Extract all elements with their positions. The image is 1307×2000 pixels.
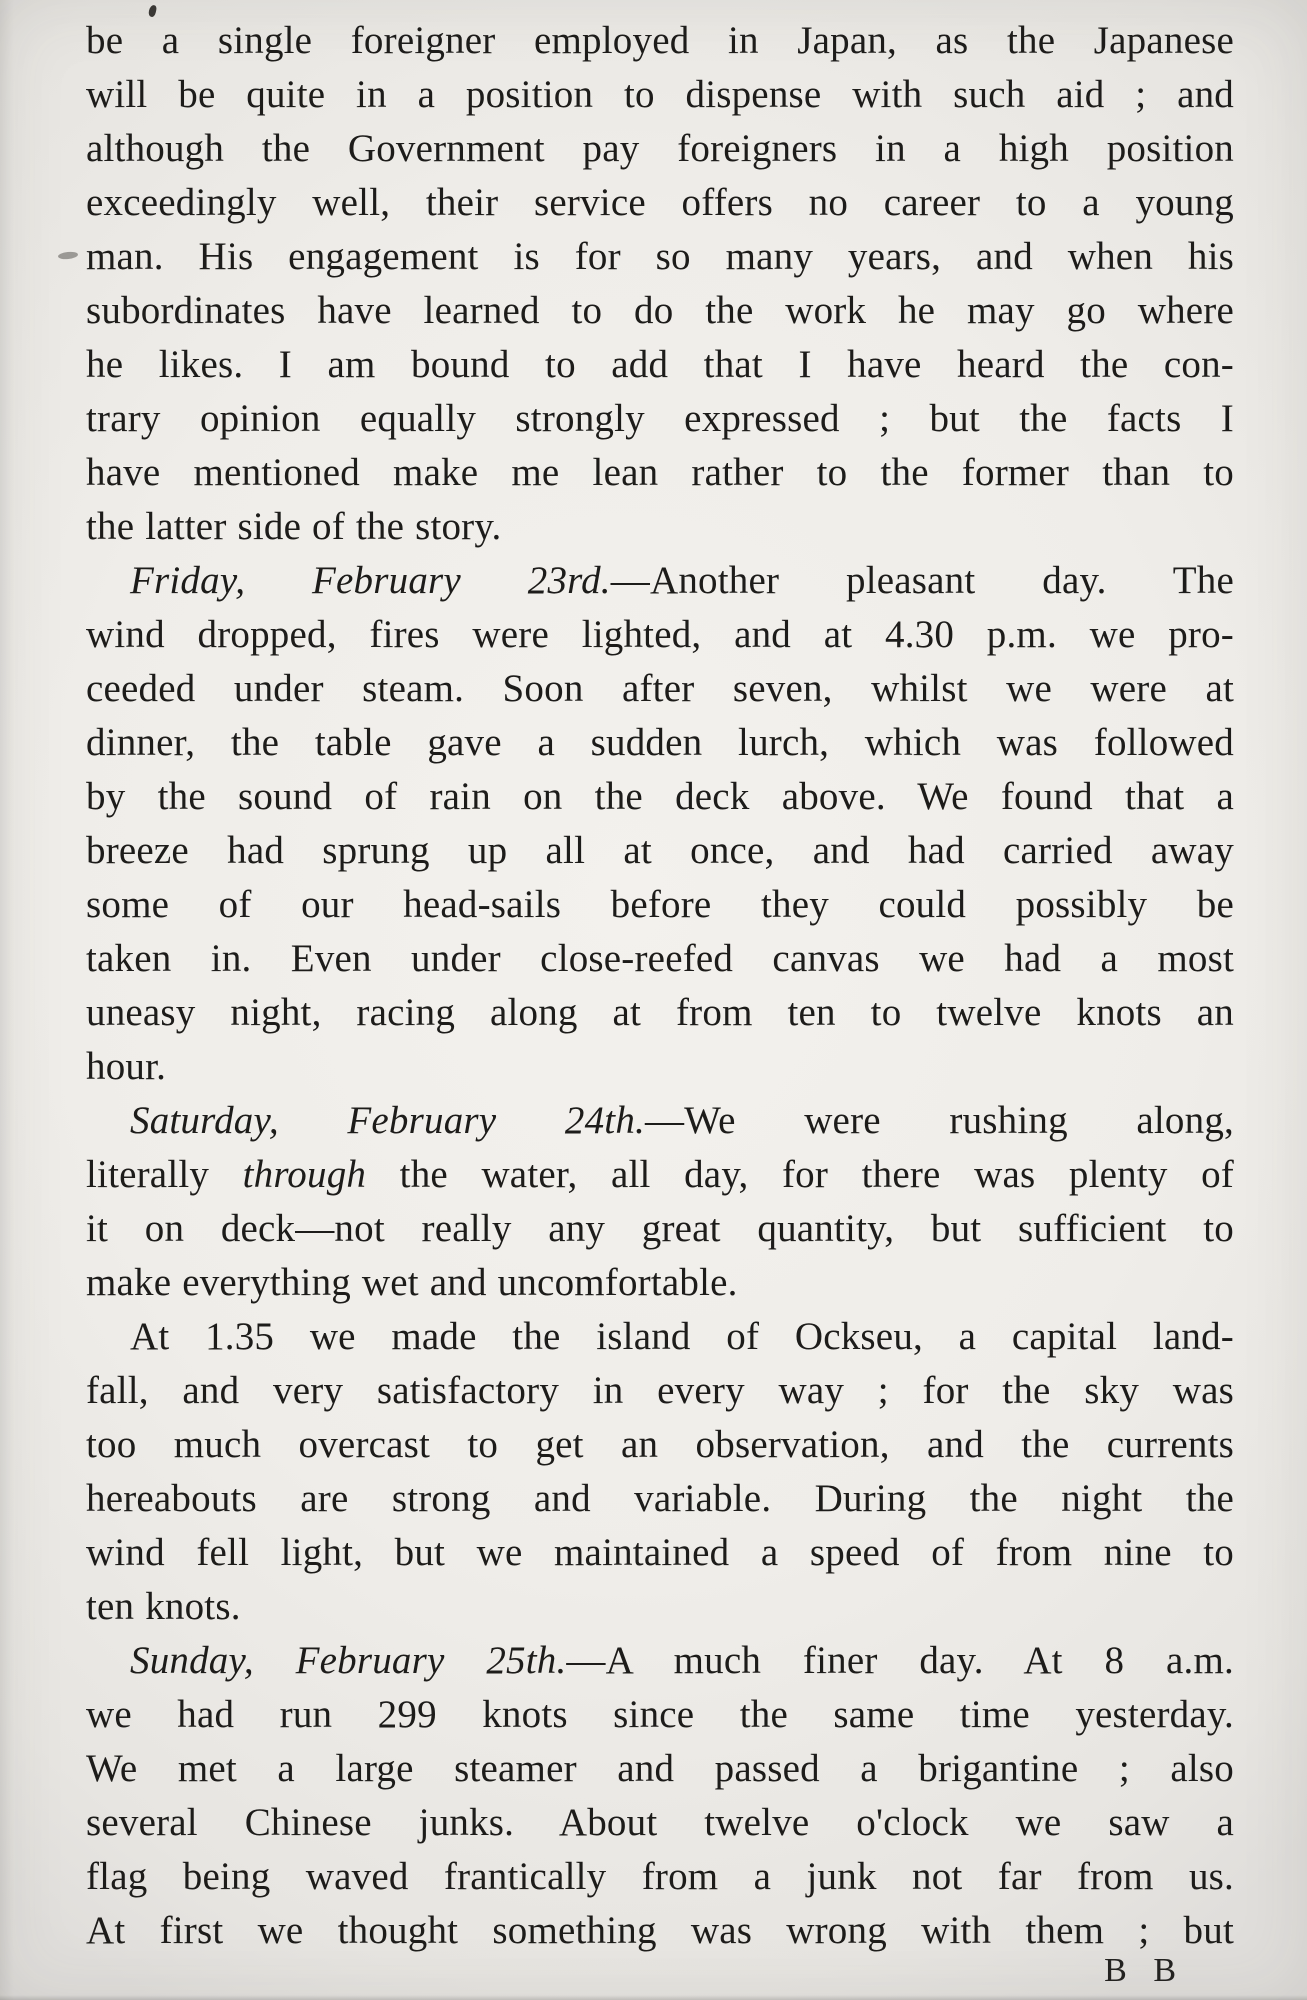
text-run-italic: through bbox=[242, 1153, 367, 1196]
text-run: fall, and very satisfactory in every way ; for the sky was bbox=[86, 1369, 1234, 1412]
text-line bbox=[86, 446, 1234, 500]
text-line bbox=[86, 68, 1234, 122]
text-line bbox=[86, 176, 1234, 230]
paragraph bbox=[86, 554, 1234, 1094]
text-line bbox=[86, 1526, 1234, 1580]
text-run: the latter side of the story. bbox=[86, 505, 502, 548]
text-line bbox=[86, 1634, 1234, 1688]
text-run: make everything wet and uncomfortable. bbox=[86, 1261, 738, 1304]
text-line bbox=[86, 338, 1234, 392]
text-line bbox=[86, 500, 1234, 554]
text-run: we had run 299 knots since the same time yesterday. bbox=[86, 1693, 1234, 1736]
text-line bbox=[86, 1742, 1234, 1796]
text-line bbox=[86, 986, 1234, 1040]
text-line bbox=[86, 662, 1234, 716]
text-run: trary opinion equally strongly expressed ; but the facts I bbox=[86, 397, 1234, 440]
text-line bbox=[86, 392, 1234, 446]
text-run: breeze had sprung up all at once, and had carried away bbox=[86, 829, 1234, 872]
text-run: ceeded under steam. Soon after seven, whilst we were at bbox=[86, 667, 1234, 710]
text-run: be a single foreigner employed in Japan, as the Japanese bbox=[86, 19, 1234, 62]
paragraph bbox=[86, 14, 1234, 554]
text-run: —A much finer day. At 8 a.m. bbox=[566, 1639, 1234, 1682]
paragraph bbox=[86, 1094, 1234, 1310]
printer-signature-mark: B B bbox=[1104, 1952, 1185, 1989]
scan-artifact-smudge bbox=[58, 251, 79, 260]
text-line bbox=[86, 770, 1234, 824]
text-run: exceedingly well, their service offers no career to a young bbox=[86, 181, 1234, 224]
text-run: wind dropped, fires were lighted, and at 4.30 p.m. we pro- bbox=[86, 613, 1234, 656]
text-line bbox=[86, 122, 1234, 176]
text-run: it on deck—not really any great quantity, but sufficient to bbox=[86, 1207, 1234, 1250]
text-line bbox=[86, 1094, 1234, 1148]
text-run: ten knots. bbox=[86, 1585, 241, 1628]
text-line bbox=[86, 1310, 1234, 1364]
text-line bbox=[86, 1418, 1234, 1472]
text-run: At first we thought something was wrong with them ; but bbox=[86, 1909, 1234, 1952]
text-line bbox=[86, 1688, 1234, 1742]
text-run: At 1.35 we made the island of Ockseu, a capital land- bbox=[130, 1315, 1234, 1358]
text-run: subordinates have learned to do the work he may go where bbox=[86, 289, 1234, 332]
text-line bbox=[86, 1364, 1234, 1418]
text-line bbox=[86, 824, 1234, 878]
text-line bbox=[86, 1580, 1234, 1634]
text-run: uneasy night, racing along at from ten to twelve knots an bbox=[86, 991, 1234, 1034]
text-run: some of our head-sails before they could possibly be bbox=[86, 883, 1234, 926]
page-text bbox=[86, 14, 1234, 1958]
text-run: flag being waved frantically from a junk not far from us. bbox=[86, 1855, 1234, 1898]
text-line bbox=[86, 14, 1234, 68]
paragraph bbox=[86, 1310, 1234, 1634]
text-run: wind fell light, but we maintained a speed of from nine to bbox=[86, 1531, 1234, 1574]
text-run: he likes. I am bound to add that I have heard the con- bbox=[86, 343, 1234, 386]
text-run: —Another pleasant day. The bbox=[610, 559, 1234, 602]
text-run: the water, all day, for there was plenty of bbox=[366, 1153, 1234, 1196]
text-run: dinner, the table gave a sudden lurch, which was followed bbox=[86, 721, 1234, 764]
text-line bbox=[86, 1202, 1234, 1256]
text-run: We met a large steamer and passed a brigantine ; also bbox=[86, 1747, 1234, 1790]
text-line bbox=[86, 1040, 1234, 1094]
text-run: by the sound of rain on the deck above. We found that a bbox=[86, 775, 1234, 818]
text-run-italic: Friday, February 23rd. bbox=[130, 559, 611, 602]
text-run: too much overcast to get an observation, and the currents bbox=[86, 1423, 1234, 1466]
text-run: although the Government pay foreigners in a high position bbox=[86, 127, 1234, 170]
text-run: literally bbox=[86, 1153, 243, 1196]
text-line bbox=[86, 608, 1234, 662]
text-run: hour. bbox=[86, 1045, 167, 1088]
text-run-italic: Saturday, February 24th. bbox=[130, 1099, 645, 1142]
text-run-italic: Sunday, February 25th. bbox=[130, 1639, 567, 1682]
text-line bbox=[86, 878, 1234, 932]
paragraph bbox=[86, 1634, 1234, 1958]
text-line bbox=[86, 1904, 1234, 1958]
text-line bbox=[86, 230, 1234, 284]
text-line bbox=[86, 284, 1234, 338]
text-run: have mentioned make me lean rather to the former than to bbox=[86, 451, 1234, 494]
text-run: several Chinese junks. About twelve o'clock we saw a bbox=[86, 1801, 1234, 1844]
text-run: man. His engagement is for so many years, and when his bbox=[86, 235, 1234, 278]
text-line bbox=[86, 554, 1234, 608]
text-run: —We were rushing along, bbox=[644, 1099, 1234, 1142]
text-line bbox=[86, 1796, 1234, 1850]
text-run: will be quite in a position to dispense with such aid ; and bbox=[86, 73, 1234, 116]
text-line bbox=[86, 1148, 1234, 1202]
text-line bbox=[86, 1256, 1234, 1310]
text-line bbox=[86, 1472, 1234, 1526]
text-line bbox=[86, 1850, 1234, 1904]
text-line bbox=[86, 932, 1234, 986]
text-line bbox=[86, 716, 1234, 770]
text-run: hereabouts are strong and variable. During the night the bbox=[86, 1477, 1234, 1520]
text-run: taken in. Even under close-reefed canvas we had a most bbox=[86, 937, 1234, 980]
